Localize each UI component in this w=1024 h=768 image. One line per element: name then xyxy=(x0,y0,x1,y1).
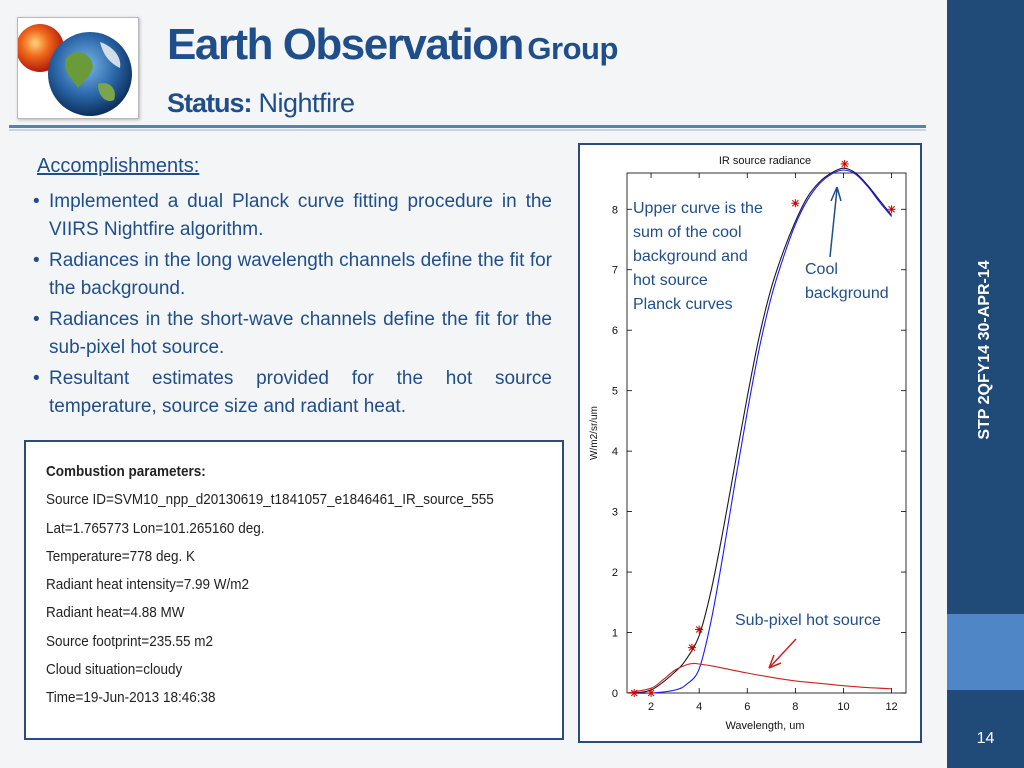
x-axis-label: Wavelength, um xyxy=(725,720,805,732)
annotation-line: sum of the cool xyxy=(633,224,742,241)
title-main: Earth Observation xyxy=(167,20,523,69)
annotation-line: Planck curves xyxy=(633,296,733,313)
sidebar-vertical-label: STP 2QFY14 30-APR-14 xyxy=(976,260,993,440)
status-label: Status: xyxy=(167,88,252,118)
status-value: Nightfire xyxy=(258,88,355,118)
combustion-heading: Combustion parameters: xyxy=(46,463,206,480)
x-tick-label: 4 xyxy=(696,701,703,713)
observation-point xyxy=(841,160,849,168)
list-item: • Radiances in the long wavelength channels define the fit for the background. xyxy=(30,247,552,303)
y-tick-label: 6 xyxy=(611,325,618,338)
header-divider xyxy=(9,125,926,128)
annotation-line: Cool xyxy=(805,261,838,278)
observation-point xyxy=(688,644,696,652)
combustion-row: Cloud situation=cloudy xyxy=(46,661,183,679)
right-sidebar xyxy=(947,0,1024,768)
observation-point xyxy=(695,626,703,634)
annotation-line: hot source xyxy=(633,272,708,289)
x-tick-label: 12 xyxy=(885,701,898,713)
y-tick-label: 3 xyxy=(611,506,618,519)
page-number: 14 xyxy=(976,730,995,747)
y-axis-label: W/m2/sr/um xyxy=(589,406,600,460)
observation-point xyxy=(888,205,896,213)
y-tick-label: 2 xyxy=(611,567,618,580)
page-title xyxy=(167,20,618,70)
list-item: • Resultant estimates provided for the hot source temperature, source size and radiant heat. xyxy=(30,365,552,421)
title-sub: Group xyxy=(527,31,618,66)
y-tick-label: 5 xyxy=(611,385,618,398)
upper-curve-annotation xyxy=(633,197,763,317)
group-logo xyxy=(17,17,139,119)
combustion-row: Radiant heat=4.88 MW xyxy=(46,604,185,622)
y-tick-label: 8 xyxy=(611,204,618,217)
combustion-row: Temperature=778 deg. K xyxy=(46,547,195,565)
combustion-row: Radiant heat intensity=7.99 W/m2 xyxy=(46,576,249,594)
list-item: • Implemented a dual Planck curve fitting procedure in the VIIRS Nightfire algorithm. xyxy=(30,188,552,244)
status-line xyxy=(167,88,355,119)
radiance-chart-panel xyxy=(578,143,922,743)
sidebar-accent-block xyxy=(947,614,1024,690)
chart-title: IR source radiance xyxy=(718,155,812,167)
header-divider-shadow xyxy=(9,129,926,131)
annotation-line: Upper curve is the xyxy=(633,200,763,217)
y-tick-label: 4 xyxy=(611,446,618,459)
combustion-row: Source ID=SVM10_npp_d20130619_t1841057_e1846461_IR_source_555 xyxy=(46,491,494,509)
combustion-row: Lat=1.765773 Lon=101.265160 deg. xyxy=(46,519,265,537)
x-tick-label: 6 xyxy=(744,701,751,713)
x-tick-label: 10 xyxy=(837,701,850,713)
hot-source-annotation: Sub-pixel hot source xyxy=(735,612,881,629)
accomplishments-list xyxy=(30,188,552,424)
observation-point xyxy=(630,689,638,697)
hot-source-curve xyxy=(627,663,892,693)
y-tick-label: 7 xyxy=(611,264,618,277)
combustion-row: Time=19-Jun-2013 18:46:38 xyxy=(46,689,216,707)
annotation-line: background and xyxy=(633,248,748,265)
observation-point xyxy=(647,689,655,697)
x-tick-label: 2 xyxy=(647,701,655,713)
list-item: • Radiances in the short-wave channels define the fit for the sub-pixel hot source. xyxy=(30,306,552,362)
accomplishments-heading: Accomplishments: xyxy=(37,155,200,177)
x-tick-label: 8 xyxy=(792,701,799,713)
annotation-line: background xyxy=(805,285,889,302)
observation-point xyxy=(791,199,799,207)
combustion-parameters-panel xyxy=(24,440,564,740)
cool-background-annotation xyxy=(805,258,889,306)
y-tick-label: 1 xyxy=(611,627,618,640)
hot-source-arrow xyxy=(770,639,796,667)
y-tick-label: 0 xyxy=(611,688,618,700)
combustion-row: Source footprint=235.55 m2 xyxy=(46,632,213,650)
